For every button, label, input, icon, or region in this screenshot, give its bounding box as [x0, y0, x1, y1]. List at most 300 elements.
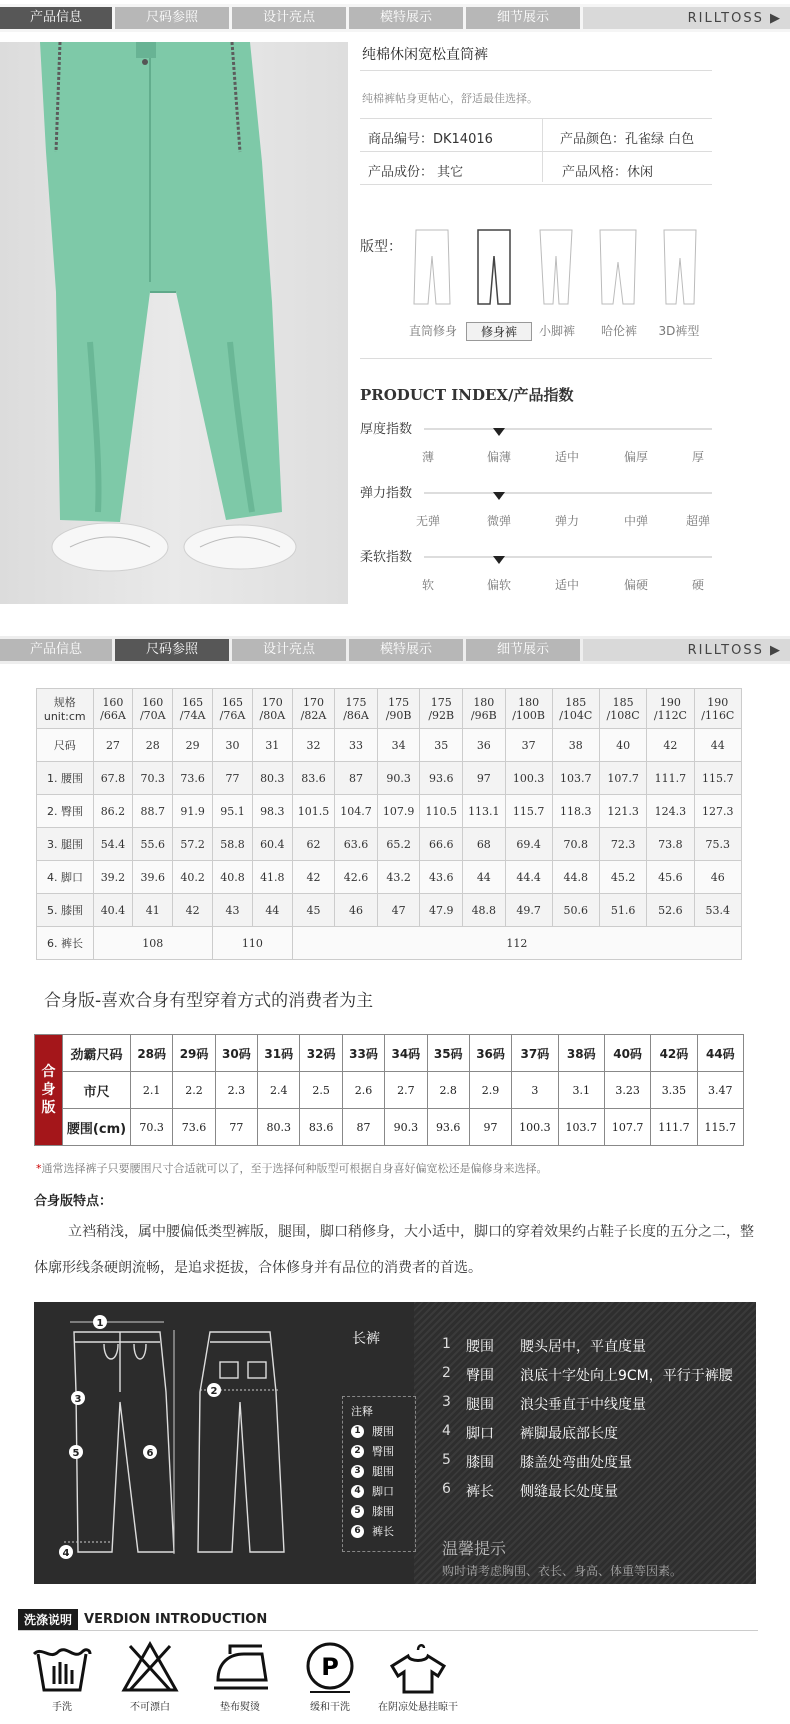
fit-cell: 3 — [512, 1072, 558, 1109]
table-cell: 110.5 — [420, 795, 463, 828]
fit-cell: 97 — [469, 1109, 511, 1146]
product-name: 纯棉休闲宽松直筒裤 — [362, 47, 488, 63]
spec-cell: 190 /112C — [647, 689, 694, 729]
fit-row — [35, 1035, 744, 1072]
row-label: 3. 腿围 — [37, 828, 94, 861]
wash-label: 垫布熨烫 — [220, 1702, 260, 1713]
fit-cell: 36码 — [469, 1035, 511, 1072]
legend-label: 腿围 — [372, 1465, 394, 1478]
fit-cell: 29码 — [173, 1035, 215, 1072]
measure-key: 裤长 — [466, 1484, 494, 1500]
wash-label: 手洗 — [52, 1702, 72, 1713]
measurement-guide — [34, 1302, 756, 1584]
legend-label: 膝围 — [372, 1505, 394, 1518]
table-cell: 47.9 — [420, 894, 463, 927]
measure-key: 膝围 — [466, 1455, 494, 1471]
table-cell: 48.8 — [463, 894, 506, 927]
row-label: 6. 裤长 — [37, 927, 94, 960]
index-label: 中弹 — [623, 514, 648, 528]
table-cell: 46 — [335, 894, 378, 927]
table-cell: 118.3 — [552, 795, 599, 828]
table-cell: 110 — [213, 927, 293, 960]
table-cell: 86.2 — [93, 795, 133, 828]
table-cell: 29 — [173, 729, 213, 762]
table-cell: 83.6 — [292, 762, 335, 795]
table-cell: 44.4 — [505, 861, 552, 894]
index-title: 厚度指数 — [360, 422, 413, 437]
row-label: 5. 膝围 — [37, 894, 94, 927]
product-index-title: PRODUCT INDEX/产品指数 — [360, 386, 574, 404]
table-cell: 62 — [292, 828, 335, 861]
legend-title: 注释 — [351, 1405, 373, 1418]
fit-label-3d[interactable]: 3D裤型 — [658, 324, 700, 338]
fit-cell: 93.6 — [427, 1109, 469, 1146]
fit-harem-icon[interactable] — [596, 228, 640, 308]
table-cell: 35 — [420, 729, 463, 762]
table-cell: 63.6 — [335, 828, 378, 861]
fit-cell: 83.6 — [300, 1109, 342, 1146]
hang-dry-icon — [378, 1640, 458, 1713]
measure-number: 1 — [442, 1336, 451, 1352]
measure-legend — [342, 1396, 416, 1552]
index-label: 软 — [421, 578, 434, 592]
table-row — [37, 729, 742, 762]
table-cell: 52.6 — [647, 894, 694, 927]
table-cell: 108 — [93, 927, 213, 960]
table-cell: 32 — [292, 729, 335, 762]
legend-item: 1 腰围 — [351, 1423, 394, 1439]
fit-cell: 28码 — [131, 1035, 173, 1072]
table-cell: 40.2 — [173, 861, 213, 894]
fit-cell: 2.2 — [173, 1072, 215, 1109]
measure-row — [442, 1336, 646, 1356]
table-cell: 41.8 — [252, 861, 292, 894]
table-cell: 93.6 — [420, 762, 463, 795]
table-cell: 31 — [252, 729, 292, 762]
fit-cell: 3.35 — [651, 1072, 697, 1109]
fit-cell: 70.3 — [131, 1109, 173, 1146]
tab2-product-info[interactable]: 产品信息 — [0, 639, 112, 661]
fit-row-label: 劲霸尺码 — [63, 1035, 131, 1072]
product-style: 产品风格：休闲 — [562, 165, 654, 180]
table-cell: 100.3 — [505, 762, 552, 795]
table-cell: 104.7 — [335, 795, 378, 828]
table-cell: 45.6 — [647, 861, 694, 894]
svg-text:2: 2 — [210, 1386, 218, 1397]
table-cell: 39.6 — [133, 861, 173, 894]
table-cell: 27 — [93, 729, 133, 762]
table-cell: 34 — [377, 729, 420, 762]
index-label: 偏薄 — [486, 450, 511, 464]
fit-cell: 2.9 — [469, 1072, 511, 1109]
table-cell: 101.5 — [292, 795, 335, 828]
legend-label: 裤长 — [372, 1525, 394, 1538]
fit-cell: 100.3 — [512, 1109, 558, 1146]
fit-slim-icon[interactable] — [472, 228, 516, 308]
fit-cell: 2.7 — [385, 1072, 427, 1109]
table-row — [37, 762, 742, 795]
size-tab-bar — [0, 636, 790, 664]
table-cell: 42 — [173, 894, 213, 927]
measure-row — [442, 1452, 632, 1472]
spec-cell: 170 /82A — [292, 689, 335, 729]
legend-item: 6 裤长 — [351, 1523, 394, 1539]
table-cell: 67.8 — [93, 762, 133, 795]
tab2-detail-show[interactable]: 细节展示 — [466, 639, 580, 661]
measure-title: 长裤 — [352, 1331, 380, 1347]
wash-header — [18, 1608, 267, 1630]
legend-item: 5 膝围 — [351, 1503, 394, 1519]
fit-row-label: 腰围(cm) — [63, 1109, 131, 1146]
table-cell: 87 — [335, 762, 378, 795]
svg-text:4: 4 — [62, 1548, 70, 1559]
no-bleach-icon — [110, 1640, 190, 1713]
table-row — [37, 828, 742, 861]
fit-row — [35, 1072, 744, 1109]
fit-cell: 2.5 — [300, 1072, 342, 1109]
table-cell: 45.2 — [599, 861, 646, 894]
measure-number: 6 — [442, 1481, 451, 1497]
spec-cell: 190 /116C — [694, 689, 741, 729]
fit-cell: 2.3 — [215, 1072, 257, 1109]
fit-cell: 73.6 — [173, 1109, 215, 1146]
row-label: 4. 脚口 — [37, 861, 94, 894]
legend-label: 腰围 — [372, 1425, 394, 1438]
fit-cell: 30码 — [215, 1035, 257, 1072]
table-cell: 68 — [463, 828, 506, 861]
fit-cell: 31码 — [258, 1035, 300, 1072]
wash-label: 在阴凉处悬挂晾干 — [378, 1702, 458, 1713]
svg-text:5: 5 — [72, 1448, 80, 1459]
table-cell: 30 — [213, 729, 253, 762]
brand-bar — [583, 7, 790, 29]
table-cell: 44 — [463, 861, 506, 894]
fit-cell: 33码 — [342, 1035, 384, 1072]
product-code: 商品编号：DK14016 — [368, 132, 493, 147]
fit-tapered-icon[interactable] — [534, 228, 578, 308]
table-cell: 124.3 — [647, 795, 694, 828]
tab-detail-show[interactable]: 细节展示 — [466, 7, 580, 29]
tab2-size-reference[interactable]: 尺码参照 — [115, 639, 229, 661]
table-cell: 44 — [694, 729, 741, 762]
hand-wash-icon — [22, 1640, 102, 1713]
table-cell: 55.6 — [133, 828, 173, 861]
table-cell: 113.1 — [463, 795, 506, 828]
index-track — [424, 492, 712, 494]
table-row — [37, 894, 742, 927]
note-text: 通常选择裤子只要腰围尺寸合适就可以了，至于选择何种版型可根据自身喜好偏宽松还是偏修身来选择。 — [41, 1162, 548, 1175]
fit-cell: 107.7 — [604, 1109, 650, 1146]
table-cell: 73.6 — [173, 762, 213, 795]
svg-text:P: P — [321, 1653, 339, 1681]
table-cell: 42.6 — [335, 861, 378, 894]
feature-title: 合身版特点： — [34, 1194, 113, 1209]
fit-straight-icon[interactable] — [410, 228, 454, 308]
spec-cell: 185 /104C — [552, 689, 599, 729]
table-row — [37, 927, 742, 960]
table-cell: 60.4 — [252, 828, 292, 861]
fit-label-straight[interactable]: 直筒修身 — [408, 324, 457, 338]
measure-desc: 膝盖处弯曲处度量 — [520, 1455, 632, 1471]
table-cell: 115.7 — [694, 762, 741, 795]
table-cell: 43 — [213, 894, 253, 927]
measure-key: 脚口 — [466, 1426, 494, 1442]
spec-cell: 165 /76A — [213, 689, 253, 729]
index-marker — [493, 428, 505, 436]
measure-key: 腿围 — [466, 1397, 494, 1413]
fit-label-slim[interactable]: 修身裤 — [466, 322, 532, 341]
table-cell: 70.3 — [133, 762, 173, 795]
svg-text:3: 3 — [74, 1394, 82, 1405]
measure-row — [442, 1394, 646, 1414]
row-label: 尺码 — [37, 729, 94, 762]
table-cell: 53.4 — [694, 894, 741, 927]
fit-cell: 3.23 — [604, 1072, 650, 1109]
brand-name-2[interactable]: RILLTOSS ▶ — [687, 642, 782, 658]
spec-cell: 170 /80A — [252, 689, 292, 729]
fit-cell: 3.47 — [697, 1072, 743, 1109]
table-cell: 107.9 — [377, 795, 420, 828]
product-material: 产品成份： 其它 — [368, 165, 464, 180]
spec-cell: 175 /86A — [335, 689, 378, 729]
table-cell: 90.3 — [377, 762, 420, 795]
index-label: 偏软 — [486, 578, 511, 592]
fit-cell: 103.7 — [558, 1109, 604, 1146]
row-label: 1. 腰围 — [37, 762, 94, 795]
table-cell: 40.8 — [213, 861, 253, 894]
table-cell: 37 — [505, 729, 552, 762]
spec-cell: 175 /92B — [420, 689, 463, 729]
fit-cell: 42码 — [651, 1035, 697, 1072]
legend-label: 脚口 — [372, 1485, 394, 1498]
spec-cell: 180 /100B — [505, 689, 552, 729]
spec-cell: 160 /66A — [93, 689, 133, 729]
index-label: 弹力 — [554, 514, 579, 528]
index-label: 无弹 — [415, 514, 440, 528]
wash-label: 不可漂白 — [130, 1702, 170, 1713]
measure-desc: 侧缝最长处度量 — [520, 1484, 618, 1500]
index-label: 适中 — [554, 578, 579, 592]
fit-cell: 115.7 — [697, 1109, 743, 1146]
table-cell: 39.2 — [93, 861, 133, 894]
wash-label: 缓和干洗 — [310, 1702, 350, 1713]
fit-label-tapered[interactable]: 小脚裤 — [538, 324, 575, 338]
fit-cell: 3.1 — [558, 1072, 604, 1109]
measure-number: 5 — [442, 1452, 451, 1468]
table-cell: 65.2 — [377, 828, 420, 861]
spec-cell: 180 /96B — [463, 689, 506, 729]
table-cell: 97 — [463, 762, 506, 795]
measure-row — [442, 1481, 618, 1501]
table-cell: 121.3 — [599, 795, 646, 828]
spec-cell: 185 /108C — [599, 689, 646, 729]
table-cell: 88.7 — [133, 795, 173, 828]
tab2-model-show[interactable]: 模特展示 — [349, 639, 463, 661]
table-cell: 73.8 — [647, 828, 694, 861]
table-cell: 33 — [335, 729, 378, 762]
dry-clean-icon — [290, 1640, 370, 1713]
fit-row — [35, 1109, 744, 1146]
product-color: 产品颜色：孔雀绿 白色 — [560, 132, 695, 147]
measure-desc: 裤脚最底部长度 — [520, 1426, 618, 1442]
index-track — [424, 556, 712, 558]
iron-cloth-icon — [200, 1640, 280, 1713]
wash-title: 洗涤说明 — [18, 1609, 78, 1630]
index-label: 偏厚 — [623, 450, 648, 464]
measure-desc: 浪尖垂直于中线度量 — [520, 1397, 646, 1413]
table-cell: 49.7 — [505, 894, 552, 927]
index-title: 弹力指数 — [360, 486, 413, 501]
table-cell: 36 — [463, 729, 506, 762]
table-cell: 103.7 — [552, 762, 599, 795]
fit-cell: 77 — [215, 1109, 257, 1146]
index-title: 柔软指数 — [360, 550, 413, 565]
size-note — [36, 1160, 548, 1176]
tab-product-info[interactable]: 产品信息 — [0, 7, 112, 29]
note-star: * — [36, 1162, 42, 1175]
spec-cell: 160 /70A — [133, 689, 173, 729]
measure-number: 3 — [442, 1394, 451, 1410]
svg-text:1: 1 — [96, 1318, 104, 1329]
size-table — [36, 688, 742, 960]
measure-number: 2 — [442, 1365, 451, 1381]
product-tagline: 纯棉裤帖身更帖心，舒适最佳选择。 — [362, 92, 538, 105]
legend-label: 臀围 — [372, 1445, 394, 1458]
brand-bar-2 — [583, 639, 790, 661]
index-marker — [493, 492, 505, 500]
table-cell: 66.6 — [420, 828, 463, 861]
table-cell: 70.8 — [552, 828, 599, 861]
table-cell: 50.6 — [552, 894, 599, 927]
spec-cell: 175 /90B — [377, 689, 420, 729]
table-cell: 54.4 — [93, 828, 133, 861]
table-cell: 28 — [133, 729, 173, 762]
brand-name[interactable]: RILLTOSS ▶ — [687, 10, 782, 26]
fit-label-harem[interactable]: 哈伦裤 — [600, 324, 637, 338]
pants-measure-diagram — [34, 1302, 334, 1584]
table-cell: 57.2 — [173, 828, 213, 861]
fit-cell: 80.3 — [258, 1109, 300, 1146]
table-cell: 42 — [292, 861, 335, 894]
measure-row — [442, 1365, 733, 1385]
fit-cell: 2.6 — [342, 1072, 384, 1109]
table-cell: 38 — [552, 729, 599, 762]
table-cell: 77 — [213, 762, 253, 795]
index-label: 微弹 — [486, 514, 511, 528]
table-cell: 58.8 — [213, 828, 253, 861]
fit-cell: 38码 — [558, 1035, 604, 1072]
table-cell: 42 — [647, 729, 694, 762]
table-cell: 46 — [694, 861, 741, 894]
fit-cell: 35码 — [427, 1035, 469, 1072]
table-cell: 107.7 — [599, 762, 646, 795]
svg-text:6: 6 — [146, 1448, 154, 1459]
table-cell: 75.3 — [694, 828, 741, 861]
table-cell: 127.3 — [694, 795, 741, 828]
tab-model-show[interactable]: 模特展示 — [349, 7, 463, 29]
table-cell: 80.3 — [252, 762, 292, 795]
fit-side-label — [35, 1035, 63, 1146]
measure-row — [442, 1423, 618, 1443]
table-cell: 41 — [133, 894, 173, 927]
table-row — [37, 689, 742, 729]
index-marker — [493, 556, 505, 564]
table-cell: 44.8 — [552, 861, 599, 894]
table-row — [37, 861, 742, 894]
table-cell: 98.3 — [252, 795, 292, 828]
measure-key: 臀围 — [466, 1368, 494, 1384]
product-photo — [0, 42, 348, 604]
index-label: 适中 — [554, 450, 579, 464]
fit-cell: 111.7 — [651, 1109, 697, 1146]
fit-cell: 37码 — [512, 1035, 558, 1072]
tip-title: 温馨提示 — [442, 1539, 507, 1558]
fit-type-label: 版型： — [360, 239, 402, 255]
fit-cell: 2.8 — [427, 1072, 469, 1109]
table-cell: 111.7 — [647, 762, 694, 795]
fit-cell: 2.4 — [258, 1072, 300, 1109]
fit-cell: 40码 — [604, 1035, 650, 1072]
table-cell: 43.6 — [420, 861, 463, 894]
table-cell: 43.2 — [377, 861, 420, 894]
table-cell: 69.4 — [505, 828, 552, 861]
fit-cell: 32码 — [300, 1035, 342, 1072]
top-tab-bar — [0, 4, 790, 32]
table-cell: 51.6 — [599, 894, 646, 927]
fit-3d-icon[interactable] — [658, 228, 702, 308]
legend-item: 3 腿围 — [351, 1463, 394, 1479]
tab-design-highlights[interactable]: 设计亮点 — [232, 7, 346, 29]
table-cell: 91.9 — [173, 795, 213, 828]
feature-text: 立裆稍浅，属中腰偏低类型裤版，腿围，脚口稍修身，大小适中，脚口的穿着效果约占鞋子长度的五分之二，整体廓形线条硬朗流畅，是追求挺拔，合体修身并有品位的消费者的首选。 — [34, 1224, 754, 1276]
measure-number: 4 — [442, 1423, 451, 1439]
tab-size-reference[interactable]: 尺码参照 — [115, 7, 229, 29]
table-row — [37, 795, 742, 828]
fit-cell: 2.1 — [131, 1072, 173, 1109]
table-cell: 95.1 — [213, 795, 253, 828]
table-cell: 115.7 — [505, 795, 552, 828]
row-label: 2. 臀围 — [37, 795, 94, 828]
tip-text: 购时请考虑胸围、衣长、身高、体重等因素。 — [442, 1564, 683, 1578]
table-cell: 112 — [292, 927, 741, 960]
index-label: 硬 — [691, 578, 704, 592]
fit-cell: 44码 — [697, 1035, 743, 1072]
fit-cell: 34码 — [385, 1035, 427, 1072]
fit-side-text: 合身版 — [41, 1064, 56, 1116]
index-label: 厚 — [691, 450, 704, 464]
fit-cell: 90.3 — [385, 1109, 427, 1146]
index-track — [424, 428, 712, 430]
table-cell: 40 — [599, 729, 646, 762]
table-cell: 47 — [377, 894, 420, 927]
pants-illustration — [0, 42, 348, 604]
index-label: 薄 — [421, 450, 434, 464]
measure-key: 腰围 — [466, 1339, 494, 1355]
fit-section-title: 合身版-喜欢合身有型穿着方式的消费者为主 — [44, 991, 374, 1011]
spec-cell: 165 /74A — [173, 689, 213, 729]
table-cell: 72.3 — [599, 828, 646, 861]
fit-table — [34, 1034, 744, 1146]
fit-cell: 87 — [342, 1109, 384, 1146]
table-cell: 40.4 — [93, 894, 133, 927]
measure-desc: 腰头居中，平直度量 — [520, 1339, 646, 1355]
fit-row-label: 市尺 — [63, 1072, 131, 1109]
index-label: 超弹 — [685, 514, 710, 528]
spec-header: 规格 unit:cm — [37, 689, 94, 729]
index-label: 偏硬 — [623, 578, 648, 592]
measure-desc: 浪底十字处向上9CM，平行于裤腰 — [520, 1368, 733, 1384]
tab2-design-highlights[interactable]: 设计亮点 — [232, 639, 346, 661]
